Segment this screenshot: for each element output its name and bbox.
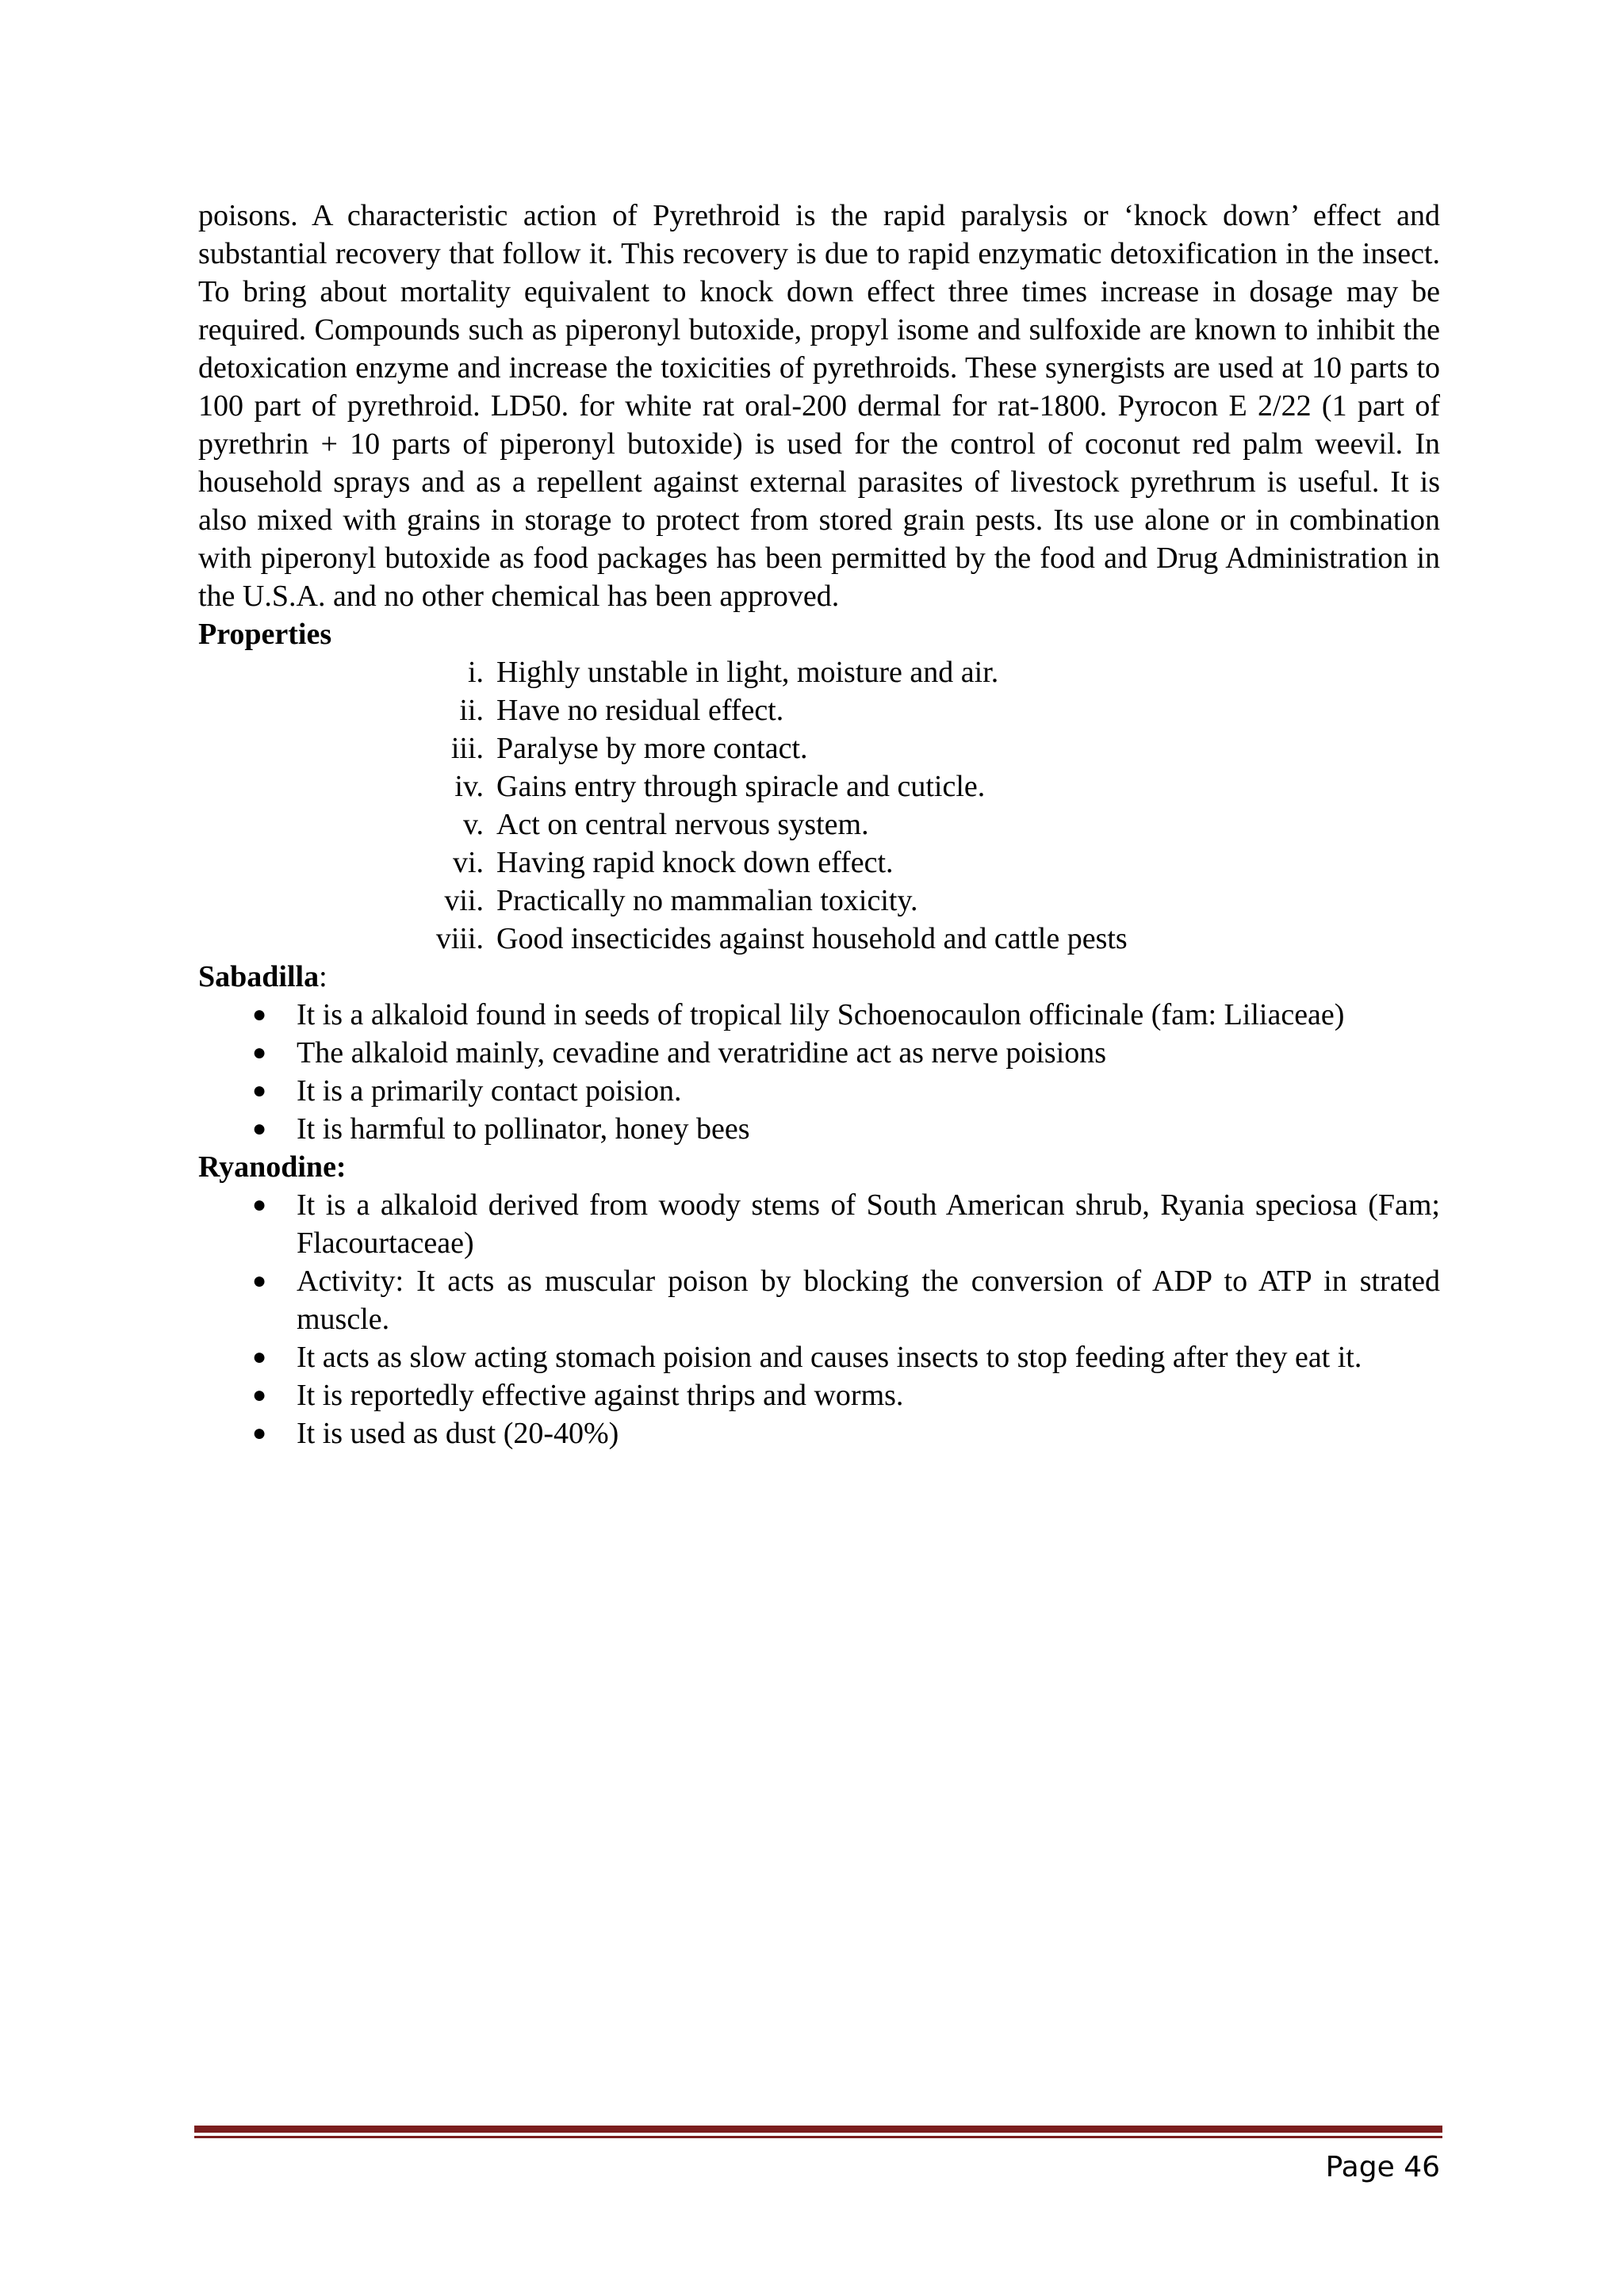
list-item — [198, 1110, 1440, 1148]
list-item-text: It is reportedly effective against thrips and worms. — [297, 1379, 904, 1412]
ryanodine-heading: Ryanodine: — [198, 1150, 347, 1184]
list-item-number: vii. — [444, 884, 484, 917]
list-item — [198, 996, 1440, 1034]
list-item-text: It is a alkaloid found in seeds of tropical lily Schoenocaulon officinale (fam: Liliaceae) — [297, 998, 1345, 1031]
list-item-text: Highly unstable in light, moisture and air. — [496, 656, 999, 689]
bullet-icon: ● — [252, 1268, 267, 1294]
list-item — [198, 1376, 1440, 1414]
footer-rule-thick — [194, 2126, 1442, 2133]
ryanodine-list — [198, 1186, 1440, 1452]
list-item — [198, 1186, 1440, 1262]
bullet-icon: ● — [252, 1115, 267, 1142]
list-item — [198, 806, 1440, 844]
list-item-number: viii. — [435, 922, 484, 955]
bullet-icon: ● — [252, 1420, 267, 1446]
list-item — [198, 844, 1440, 882]
bullet-icon: ● — [252, 1382, 267, 1408]
bullet-icon: ● — [252, 1077, 267, 1104]
properties-heading: Properties — [198, 618, 332, 651]
list-item-text: Gains entry through spiracle and cuticle. — [496, 770, 986, 803]
list-item-text: Have no residual effect. — [496, 694, 784, 727]
list-item-text: It acts as slow acting stomach poision and causes insects to stop feeding after they eat it. — [297, 1341, 1362, 1374]
list-item-text: It is used as dust (20-40%) — [297, 1417, 619, 1450]
sabadilla-heading-text: Sabadilla — [198, 960, 320, 993]
page-number: Page 46 — [1325, 2151, 1440, 2183]
list-item-text: The alkaloid mainly, cevadine and veratridine act as nerve poisions — [297, 1036, 1107, 1070]
bullet-icon: ● — [252, 1344, 267, 1370]
list-item-text: It is a alkaloid derived from woody stems of South American shrub, Ryania speciosa (Fam; Flacourtaceae) — [297, 1188, 1440, 1260]
list-item-number: ii. — [459, 694, 484, 727]
sabadilla-heading-colon: : — [319, 960, 327, 993]
list-item-number: i. — [467, 656, 484, 689]
list-item — [198, 1338, 1440, 1376]
list-item-number: iv. — [454, 770, 484, 803]
bullet-icon: ● — [252, 1192, 267, 1218]
list-item-text: Practically no mammalian toxicity. — [496, 884, 918, 917]
list-item — [198, 1072, 1440, 1110]
list-item — [198, 882, 1440, 920]
list-item — [198, 1414, 1440, 1452]
bullet-icon: ● — [252, 1039, 267, 1066]
list-item-text: Activity: It acts as muscular poison by blocking the conversion of ADP to ATP in strated muscle. — [297, 1265, 1440, 1336]
list-item — [198, 1262, 1440, 1338]
footer-rule-thin — [194, 2136, 1442, 2138]
list-item-text: Good insecticides against household and cattle pests — [496, 922, 1128, 955]
list-item-number: v. — [462, 808, 484, 841]
list-item — [198, 767, 1440, 806]
list-item — [198, 653, 1440, 691]
intro-paragraph: poisons. A characteristic action of Pyrethroid is the rapid paralysis or ‘knock down’ effect and substantial recovery that follow it. This recovery is due to rapid enzymatic detoxification in the insect. To bring about mortality equivalent to knock down effect three times increase in dosage may be required. Compounds such as piperonyl butoxide, propyl isome and sulfoxide are known to inhibit the detoxication enzyme and increase the toxicities of pyrethroids. These synergists are used at 10 parts to 100 part of pyrethroid. LD50. for white rat oral-200 dermal for rat-1800. Pyrocon E 2/22 (1 part of pyrethrin + 10 parts of piperonyl butoxide) is used for the control of coconut red palm weevil. In household sprays and as a repellent against external parasites of livestock pyrethrum is useful. It is also mixed with grains in storage to protect from stored grain pests. Its use alone or in combination with piperonyl butoxide as food packages has been permitted by the food and Drug Administration in the U.S.A. and no other chemical has been approved. — [198, 199, 1440, 613]
list-item-text: It is harmful to pollinator, honey bees — [297, 1112, 750, 1146]
list-item — [198, 920, 1440, 958]
list-item — [198, 691, 1440, 729]
list-item — [198, 729, 1440, 767]
document-body — [198, 197, 1440, 1452]
list-item-number: iii. — [450, 732, 484, 765]
list-item — [198, 1034, 1440, 1072]
list-item-text: Having rapid knock down effect. — [496, 846, 894, 879]
properties-list — [198, 653, 1440, 958]
sabadilla-list — [198, 996, 1440, 1148]
list-item-text: Paralyse by more contact. — [496, 732, 808, 765]
bullet-icon: ● — [252, 1001, 267, 1027]
list-item-text: It is a primarily contact poision. — [297, 1074, 682, 1108]
list-item-number: vi. — [452, 846, 484, 879]
list-item-text: Act on central nervous system. — [496, 808, 869, 841]
sabadilla-heading — [198, 958, 1440, 996]
